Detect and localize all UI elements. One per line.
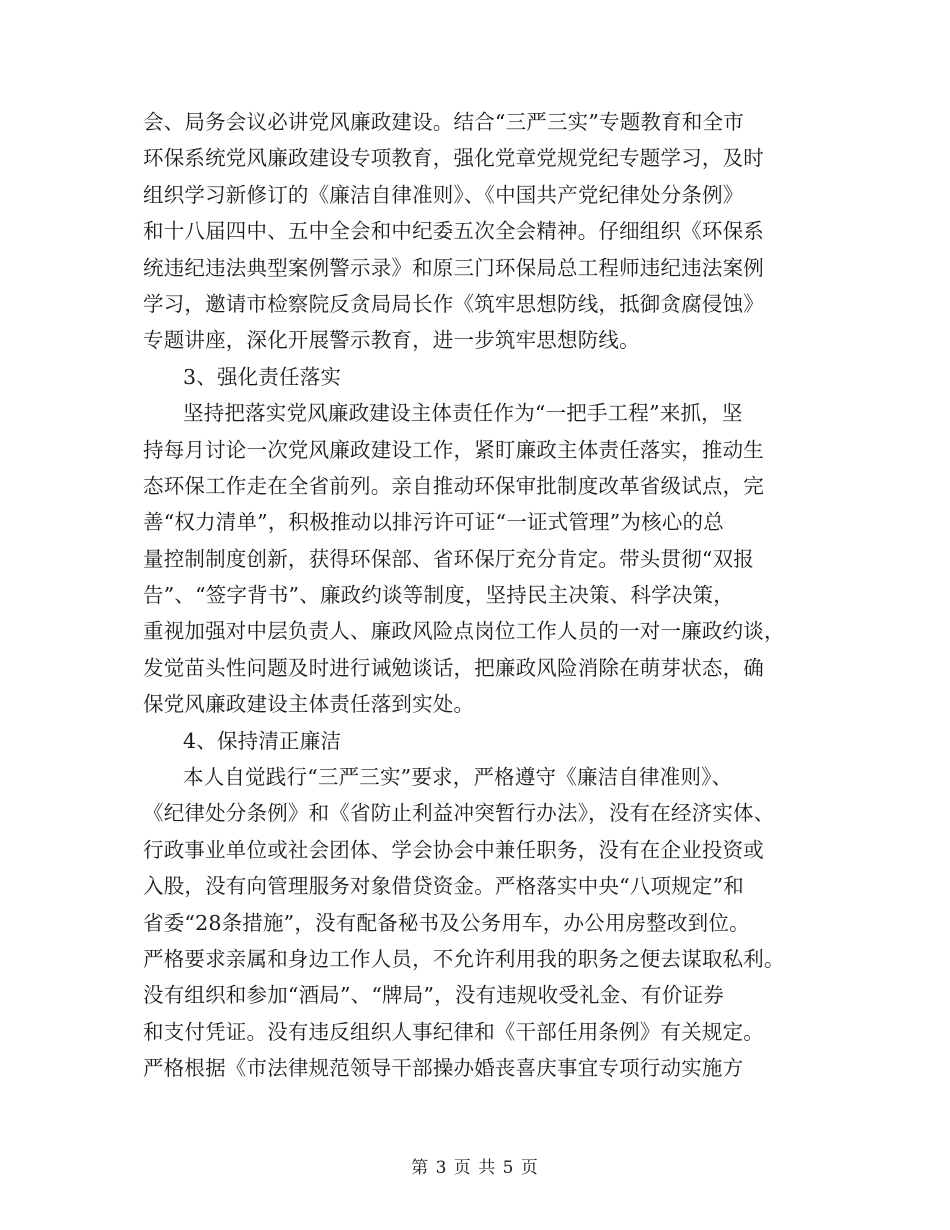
section-heading: 4、保持清正廉洁 [183,728,342,753]
text-line: 严格要求亲属和身边工作人员，不允许利用我的职务之便去谋取私利。 [143,946,785,971]
section-heading: 3、强化责任落实 [183,364,342,389]
text-line: 告”、“签字背书”、廉政约谈等制度，坚持民主决策、科学决策， [143,583,734,608]
text-line: 学习，邀请市检察院反贪局局长作《筑牢思想防线，抵御贪腐侵蚀》 [143,291,764,316]
text-line: 入股，没有向管理服务对象借贷资金。严格落实中央“八项规定”和 [143,874,744,899]
text-line: 持每月讨论一次党风廉政建设工作，紧盯廉政主体责任落实，推动生 [143,437,764,462]
text-line: 统违纪违法典型案例警示录》和原三门环保局总工程师违纪违法案例 [143,255,764,280]
text-line: 组织学习新修订的《廉洁自律准则》、《中国共产党纪律处分条例》 [143,182,744,207]
text-line: 会、局务会议必讲党风廉政建设。结合“三严三实”专题教育和全市 [143,110,744,134]
paragraph-start: 坚持把落实党风廉政建设主体责任作为“一把手工程”来抓，坚 [183,401,743,426]
text-line: 善“权力清单”，积极推动以排污许可证“一证式管理”为核心的总 [143,510,724,535]
text-line: 态环保工作走在全省前列。亲自推动环保审批制度改革省级试点，完 [143,473,764,498]
text-line: 专题讲座，深化开展警示教育，进一步筑牢思想防线。 [143,328,640,353]
text-line: 没有组织和参加“酒局”、“牌局”，没有违规收受礼金、有价证券 [143,983,724,1008]
text-line: 发觉苗头性问题及时进行诫勉谈话，把廉政风险消除在萌芽状态，确 [143,655,764,680]
page-number: 第 3 页 共 5 页 [411,1158,539,1178]
paragraph-start: 本人自觉践行“三严三实”要求，严格遵守《廉洁自律准则》、 [183,765,733,790]
document-body [143,104,808,1087]
text-line: 《纪律处分条例》和《省防止利益冲突暂行办法》，没有在经济实体、 [143,801,775,826]
text-line: 保党风廉政建设主体责任落到实处。 [143,692,475,717]
text-line: 和支付凭证。没有违反组织人事纪律和《干部任用条例》有关规定。 [143,1019,764,1044]
text-line: 省委“28条措施”，没有配备秘书及公务用车，办公用房整改到位。 [143,910,750,935]
text-line: 和十八届四中、五中全会和中纪委五次全会精神。仔细组织《环保系 [143,219,764,244]
text-line: 重视加强对中层负责人、廉政风险点岗位工作人员的一对一廉政约谈， [143,619,785,644]
text-line: 环保系统党风廉政建设专项教育，强化党章党规党纪专题学习，及时 [143,146,764,171]
text-line: 行政事业单位或社会团体、学会协会中兼任职务，没有在企业投资或 [143,837,764,862]
text-line: 严格根据《市法律规范领导干部操办婚丧喜庆事宜专项行动实施方 [143,1056,744,1081]
text-line: 量控制制度创新，获得环保部、省环保厅充分肯定。带头贯彻“双报 [143,546,754,571]
